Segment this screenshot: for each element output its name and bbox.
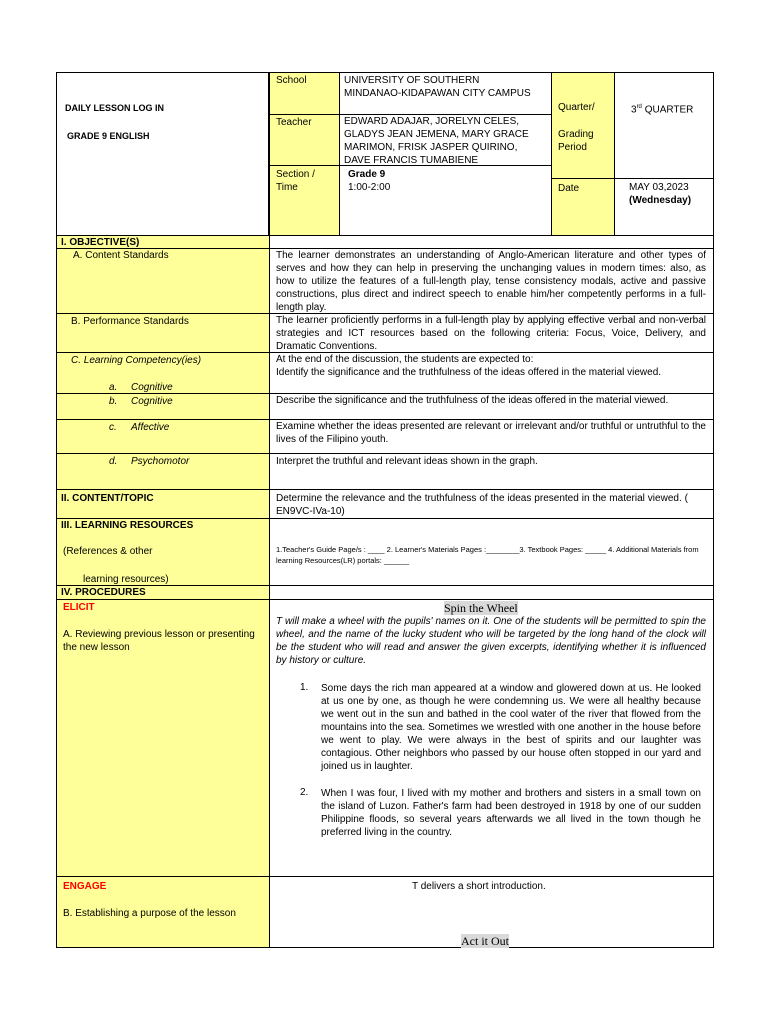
performance-standards-label-cell <box>56 313 270 353</box>
grading-period-label: Grading Period <box>558 129 594 153</box>
resources-text-cell <box>269 518 714 586</box>
procedures-right-cell <box>269 585 714 600</box>
competency-label-cell <box>56 352 270 394</box>
section-value-cell <box>339 165 552 236</box>
elicit-content-cell <box>269 599 714 877</box>
competency-b-text-cell <box>269 393 714 420</box>
competency-b-letter: b. <box>109 396 118 407</box>
competency-a-text: Identify the significance and the truthfulness of the ideas offered in the material viewed. <box>276 367 662 378</box>
performance-standards-text: The learner proficiently performs in a full-length play by applying effective verbal and non-verbal strategies and ICT resources based on the following criteria: Focus, Voice, Delivery, and Dramatic Conventions. <box>276 315 706 352</box>
date-label: Date <box>558 183 580 194</box>
section-grade: Grade 9 <box>348 169 386 180</box>
elicit-label: A. Reviewing previous lesson or presenting the new lesson <box>63 629 255 653</box>
excerpt-1-number: 1. <box>300 682 309 693</box>
quarter-label: Quarter/ <box>558 102 595 113</box>
date-value-cell <box>614 178 714 236</box>
engage-content-cell <box>269 876 714 948</box>
competency-b-label-cell <box>56 393 270 420</box>
content-standards-label-cell <box>56 248 270 314</box>
page-subtitle: GRADE 9 ENGLISH <box>67 131 150 141</box>
quarter-ordinal: rd <box>636 104 642 110</box>
elicit-tag: ELICIT <box>63 602 95 613</box>
resources-label: III. LEARNING RESOURCES <box>61 520 194 531</box>
competency-c-label-cell <box>56 419 270 454</box>
competency-c-text: Examine whether the ideas presented are relevant or irrelevant and/or truthful or untruthful to the lives of the Filipino youth. <box>276 421 706 445</box>
objectives-heading: I. OBJECTIVE(S) <box>61 237 140 248</box>
section-time: 1:00-2:00 <box>348 182 391 193</box>
quarter-text: QUARTER <box>644 104 694 116</box>
page-title: DAILY LESSON LOG IN <box>65 103 165 113</box>
procedures-cell <box>56 585 270 600</box>
engage-label: B. Establishing a purpose of the lesson <box>63 908 236 919</box>
resources-ref-line2: learning resources) <box>83 574 169 585</box>
spin-the-wheel-title: Spin the Wheel <box>444 601 518 615</box>
competency-d-letter: d. <box>109 456 118 467</box>
section-label-cell <box>269 165 340 236</box>
content-topic-label: II. CONTENT/TOPIC <box>61 493 154 504</box>
teacher-value: EDWARD ADAJAR, JORELYN CELES, GLADYS JEAN JEMENA, MARY GRACE MARIMON, FRISK JASPER QUIRINO, DAVE FRANCIS TUMABIENE <box>344 116 529 166</box>
resources-ref-line1: (References & other <box>63 546 153 557</box>
school-label-cell <box>269 72 340 115</box>
header-title-cell <box>56 72 269 236</box>
resources-label-cell <box>56 518 270 586</box>
competency-b-text: Describe the significance and the truthfulness of the ideas offered in the material viewed. <box>276 395 669 406</box>
content-standards-text-cell <box>269 248 714 314</box>
date-value: MAY 03,2023 <box>629 182 689 193</box>
competency-intro: At the end of the discussion, the students are expected to: <box>276 354 534 365</box>
competency-c-label: Affective <box>131 422 170 433</box>
teacher-value-cell <box>339 114 552 166</box>
competency-label: C. Learning Competency(ies) <box>71 355 202 366</box>
quarter-value-cell <box>614 72 714 179</box>
quarter-number: 3 <box>631 104 637 116</box>
engage-intro: T delivers a short introduction. <box>412 881 546 892</box>
school-value: UNIVERSITY OF SOUTHERN MINDANAO-KIDAPAWAN CITY CAMPUS <box>344 75 531 99</box>
quarter-value <box>631 101 693 116</box>
content-standards-label: A. Content Standards <box>73 250 169 261</box>
competency-d-text: Interpret the truthful and relevant ideas shown in the graph. <box>276 456 538 467</box>
competency-a-letter: a. <box>109 382 118 393</box>
section-label: Section / Time <box>276 169 315 193</box>
procedures-heading: IV. PROCEDURES <box>61 587 146 598</box>
date-label-cell <box>551 178 615 236</box>
school-label: School <box>276 75 307 86</box>
teacher-label-cell <box>269 114 340 166</box>
engage-label-cell <box>56 876 270 948</box>
competency-b-label: Cognitive <box>131 396 173 407</box>
content-topic-label-cell <box>56 489 270 519</box>
excerpt-2-number: 2. <box>300 787 309 798</box>
content-topic-text-cell <box>269 489 714 519</box>
resources-text: 1.Teacher's Guide Page/s : ____ 2. Learner's Materials Pages :________3. Textbook Pages: _____ 4. Additional Materials from learning Resources(LR) portals: ______ <box>276 545 699 565</box>
competency-d-label-cell <box>56 453 270 490</box>
excerpt-2-text: When I was four, I lived with my mother and brothers and sisters in a small town on the island of Luzon. Father's farm had been destroyed in 1918 by one of our sudden Philippine floods, so several years afterwards we all lived in the town though he preferred living in the country. <box>321 788 701 838</box>
date-day: (Wednesday) <box>629 195 692 206</box>
performance-standards-text-cell <box>269 313 714 353</box>
objectives-right-cell <box>269 235 714 249</box>
elicit-label-cell <box>56 599 270 877</box>
quarter-label-cell <box>551 72 615 179</box>
competency-a-label: Cognitive <box>131 382 173 393</box>
content-standards-text: The learner demonstrates an understanding of Anglo-American literature and other types of serves and how they can help in preserving the unchanging values in modern times: also, as how to utilize the features of a full-length play, tense consistency modals, active and passive constructions, plus direct and indirect speech to enable him/her competently performs in a full-length play. <box>276 250 706 313</box>
competency-c-text-cell <box>269 419 714 454</box>
competency-a-text-cell <box>269 352 714 394</box>
competency-d-label: Psychomotor <box>131 456 190 467</box>
excerpt-1-text: Some days the rich man appeared at a window and glowered down at us. He looked at us one by one, as though he were condemning us. We were all healthy because we went out in the sun and bathed in the cool water of the river that flowed from the mountains into the sea. Sometimes we wrestled with one another in the house before we went to play. We were always in the best of spirits and our laughter was contagious. Other neighbors who passed by our house often stopped in our yard and joined us in laughter. <box>321 683 701 772</box>
competency-c-letter: c. <box>109 422 117 433</box>
engage-tag: ENGAGE <box>63 881 107 892</box>
act-it-out-title: Act it Out <box>461 934 509 948</box>
competency-d-text-cell <box>269 453 714 490</box>
objectives-cell <box>56 235 270 249</box>
content-topic-text: Determine the relevance and the truthfulness of the ideas presented in the material viewed. ( EN9VC-IVa-10) <box>276 493 688 517</box>
elicit-instructions: T will make a wheel with the pupils' names on it. One of the students will be permitted to spin the wheel, and the name of the lucky student who will be targeted by the long hand of the clock will be the student who will read and answer the given excerpts, identifying whether it is influenced by history or culture. <box>276 616 706 666</box>
teacher-label: Teacher <box>276 117 312 128</box>
school-value-cell <box>339 72 552 115</box>
performance-standards-label: B. Performance Standards <box>71 316 189 327</box>
